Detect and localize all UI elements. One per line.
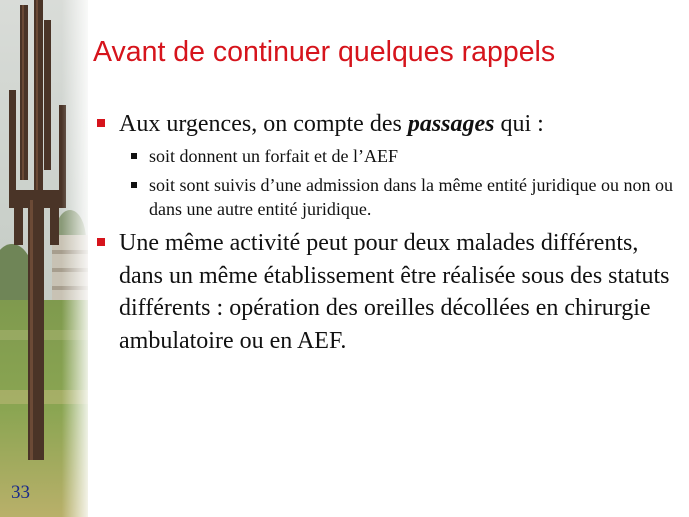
square-bullet-icon xyxy=(97,238,105,246)
sculpture-photo xyxy=(0,0,88,517)
square-sub-bullet-icon xyxy=(131,153,137,159)
sub-bullet-forfait xyxy=(93,144,673,168)
slide-title: Avant de continuer quelques rappels xyxy=(93,36,556,68)
bullet-emphasis: passages xyxy=(407,111,495,137)
bullet-text-before: Aux urgences, on compte des xyxy=(119,111,408,137)
sub-bullet-list xyxy=(93,144,673,221)
sub-bullet-text: soit donnent un forfait et de l’AEF xyxy=(149,146,398,166)
slide-number: 33 xyxy=(11,482,30,503)
bullet-text-after: qui : xyxy=(494,111,544,137)
slide-content xyxy=(93,108,673,357)
sub-bullet-admission xyxy=(93,173,673,221)
square-bullet-icon xyxy=(97,119,105,127)
bullet-activite xyxy=(93,227,673,357)
bullet-urgences xyxy=(93,108,673,140)
bullet-text: Une même activité peut pour deux malades différents, dans un même établissement être réalisée sous des statuts différents : opération des oreilles décollées en chirurgie ambulatoire ou en AEF. xyxy=(119,230,670,354)
square-sub-bullet-icon xyxy=(131,182,137,188)
sub-bullet-text: soit sont suivis d’une admission dans la même entité juridique ou non ou dans une autre entité juridique. xyxy=(149,175,673,219)
